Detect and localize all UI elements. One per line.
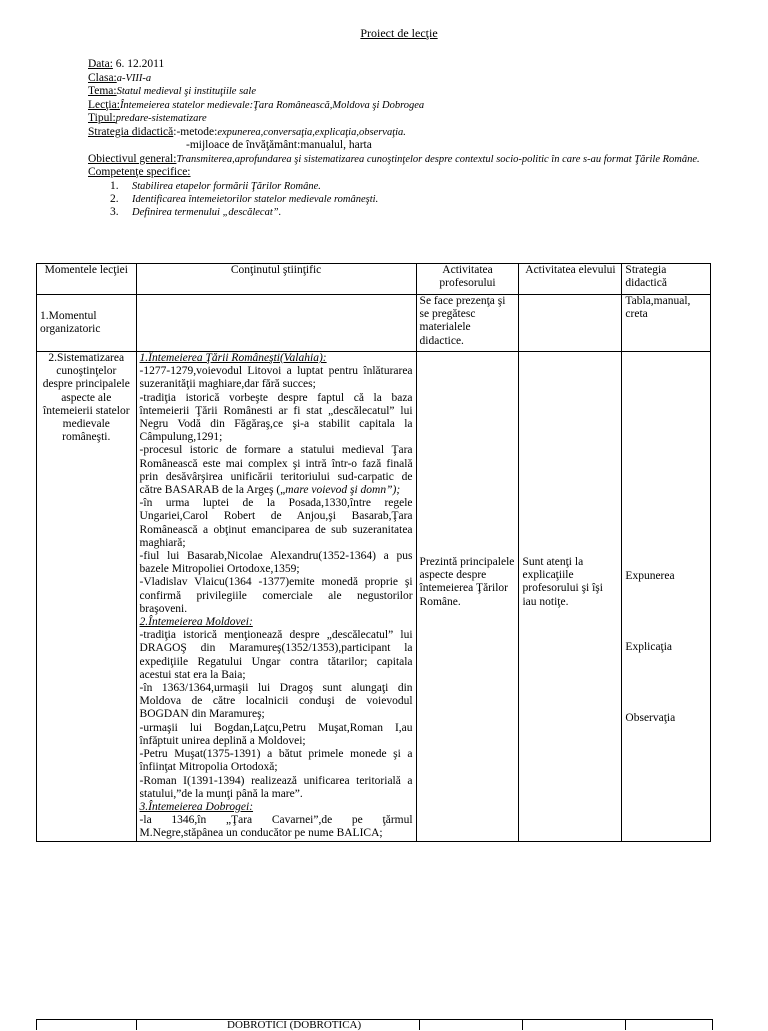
paragraph: -fiul lui Basarab,Nicolae Alexandru(1352-1364) a pus bazele Mitropoliei Ortodoxe,1359; xyxy=(139,550,413,576)
header-moments: Momentele lecţiei xyxy=(37,264,137,295)
list-item-text: Stabilirea etapelor formării Ţărilor Române. xyxy=(132,180,321,192)
strategy-cell: Tabla,manual, creta xyxy=(622,295,711,352)
teacher-cell: Se face prezenţa şi se pregătesc materialele didactice. xyxy=(416,295,519,352)
paragraph: -Petru Muşat(1375-1391) a bătut primele monede şi a înfiinţat Mitropolia Ortodoxă; xyxy=(139,748,413,774)
date-label: Data: xyxy=(88,58,113,70)
header-content: Conţinutul ştiinţific xyxy=(136,264,416,295)
theme-value: Statul medieval şi instituţiile sale xyxy=(116,86,256,97)
paragraph: -Vladislav Vlaicu(1364 -1377)emite monedă proprie şi confirmă privilegiile comerciale ale negustorilor braşoveni. xyxy=(139,576,413,615)
strategy-observatia: Observaţia xyxy=(625,712,676,725)
table-header-row xyxy=(37,264,711,295)
competences-label: Competenţe specifice: xyxy=(88,166,191,178)
type-line xyxy=(88,112,728,126)
moment-cell: 2.Sistematizarea cunoştinţelor despre principalele aspecte ale întemeierii statelor medievale româneşti. xyxy=(37,352,137,842)
class-line xyxy=(88,72,728,86)
header-teacher: Activitatea profesorului xyxy=(416,264,519,295)
cut-off-text: DOBROTICI (DOBROTICA) xyxy=(227,1019,362,1031)
list-item-number: 1. xyxy=(110,179,119,192)
list-item-text: Identificarea întemeietorilor statelor medievale româneşti. xyxy=(132,193,379,205)
strategy-line xyxy=(88,126,728,140)
strategy-explicatia: Explicaţia xyxy=(625,641,673,654)
paragraph: -urmaşii lui Bogdan,Laţcu,Petru Muşat,Roman I,au înfăptuit unirea deplină a Moldovei; xyxy=(139,721,413,747)
objective-line xyxy=(88,153,728,167)
student-cell xyxy=(519,352,622,842)
header-strategy: Strategia didactică xyxy=(622,264,711,295)
next-page-table-edge xyxy=(36,1019,713,1030)
list-item xyxy=(88,193,728,206)
strategy-cell xyxy=(622,352,711,842)
student-activity: Sunt atenţi la explicaţiile profesorului şi îşi iau notiţe. xyxy=(522,556,603,608)
content-cell xyxy=(136,295,416,352)
student-cell xyxy=(519,295,622,352)
lesson-label: Lecţia: xyxy=(88,98,120,111)
section-heading: 2.Întemeierea Moldovei: xyxy=(139,616,253,629)
theme-line xyxy=(88,85,728,99)
page-title: Proiect de lecţie xyxy=(360,26,438,40)
strategy-value: expunerea,conversaţia,explicaţia,observaţia. xyxy=(217,126,406,138)
paragraph: -tradiţia istorică vorbeşte despre faptul că la baza întemeierii Ţării Românesti ar fi stat „descălecatul” lui Negru Vodă din Făgăraş,ce şi-a stabilit capitala la Câmpulung,1291; xyxy=(139,391,413,444)
paragraph: -în 1363/1364,urmaşii lui Dragoş sunt alungaţi din Moldova de către localnicii conduşi de voievodul BOGDAN din Maramureş; xyxy=(139,682,413,721)
paragraph xyxy=(140,444,413,497)
list-item xyxy=(88,206,728,219)
teacher-cell xyxy=(416,352,519,842)
lesson-line xyxy=(88,99,728,113)
moment-cell: 1.Momentul organizatoric xyxy=(37,295,137,352)
lesson-table xyxy=(36,263,711,842)
strategy-expunerea: Expunerea xyxy=(625,570,675,582)
competences-list xyxy=(88,180,728,219)
means-line: -mijloace de învăţământ:manualul, harta xyxy=(186,139,372,151)
competences-heading xyxy=(88,166,728,180)
lesson-metadata xyxy=(88,58,728,219)
objective-value: Transmiterea,aprofundarea şi sistematizarea cunoştinţelor despre contextul socio-politic în care s-au format Ţările Române. xyxy=(176,153,700,165)
class-value: a-VIII-a xyxy=(116,72,152,84)
list-item-text: Definirea termenului „descălecat”. xyxy=(132,206,282,218)
table-row xyxy=(37,352,711,842)
paragraph-quote: mare voievod şi domn”); xyxy=(285,484,401,497)
paragraph: -Roman I(1391-1394) realizează unificarea teritorială a statului,”de la munţi până la mare”. xyxy=(139,774,413,800)
header-student: Activitatea elevului xyxy=(519,264,622,295)
strategy-prefix: :-metode: xyxy=(173,125,218,138)
paragraph: -1277-1279,voievodul Litovoi a luptat pentru înlăturarea suzeranităţii maghiare,dar fără succes; xyxy=(139,365,413,391)
list-item-number: 2. xyxy=(110,192,119,205)
date-value: 6. 12.2011 xyxy=(112,58,165,70)
theme-label: Tema: xyxy=(88,85,117,97)
type-label: Tipul: xyxy=(88,112,116,124)
paragraph: -la 1346,în „Ţara Cavarnei”,de pe ţărmul M.Negre,stăpânea un conducător pe nume BALICA; xyxy=(139,814,413,840)
lesson-value: Întemeierea statelor medievale:Ţara Românească,Moldova şi Dobrogea xyxy=(119,99,425,111)
paragraph: -tradiţia istorică menţionează despre „descălecatul” lui DRAGOŞ din Maramureş(1352/1353),participant la expediţiile Regatului Ungar contra tătarilor; capitala acestui stat era la Baia; xyxy=(139,629,413,681)
paragraph: -în urma luptei de la Posada,1330,între regele Ungariei,Carol Robert de Anjou,şi Basarab,Ţara Românească a obţinut emanciparea de sub suzeranitatea maghiară; xyxy=(139,497,413,549)
teacher-activity: Prezintă principalele aspecte despre întemeierea Ţărilor Române. xyxy=(419,556,515,608)
strategy-label: Strategia didactică xyxy=(88,125,174,138)
content-cell xyxy=(136,352,416,842)
type-value: predare-sistematizare xyxy=(115,113,207,124)
section-heading: 3.Întemeierea Dobrogei: xyxy=(139,800,254,813)
date-line xyxy=(88,58,728,72)
class-label: Clasa: xyxy=(88,71,117,84)
list-item xyxy=(88,180,728,193)
section-heading: 1.Întemeierea Ţării Româneşti(Valahia): xyxy=(139,352,327,364)
objective-label: Obiectivul general: xyxy=(88,152,177,165)
list-item-number: 3. xyxy=(110,205,119,218)
table-row xyxy=(37,295,711,352)
paragraph-text: -procesul istoric de formare a statului medieval Ţara Românească este mai complex şi intră într-o fază finală prin desăvârşirea unificării teritoriului sud-carpatic de către BASARAB de la Argeş („ xyxy=(139,444,413,497)
